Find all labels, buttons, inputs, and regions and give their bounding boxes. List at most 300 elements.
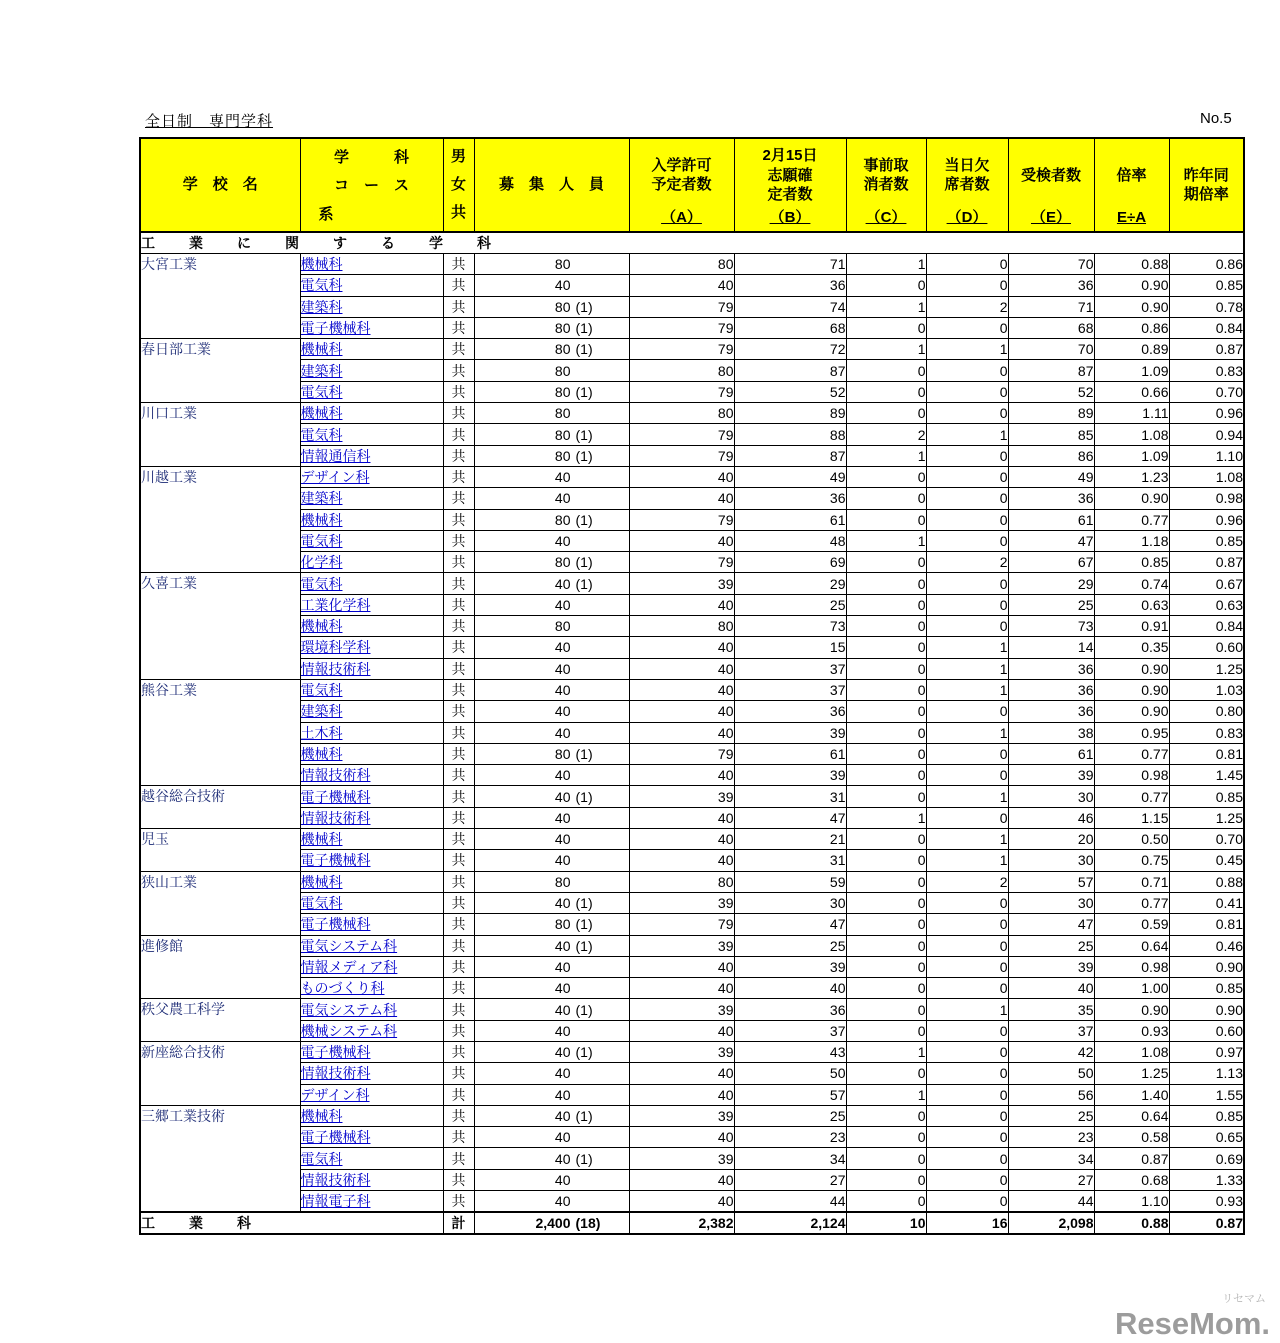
ratio-cell: 0.75 (1094, 850, 1169, 871)
header-line: （C） (865, 208, 907, 226)
ratio-cell: 0.77 (1094, 786, 1169, 807)
department-cell (300, 573, 443, 594)
cancel-count-cell: 0 (846, 403, 926, 424)
gender-cell: 共 (443, 488, 474, 509)
cancel-count-cell: 0 (846, 892, 926, 913)
capacity-value: 40 (554, 1022, 571, 1039)
gender-cell: 共 (443, 360, 474, 381)
cancel-count-cell: 0 (846, 679, 926, 700)
department-link[interactable]: 電気科 (300, 277, 343, 294)
gender-cell: 共 (443, 743, 474, 764)
gender-cell: 共 (443, 616, 474, 637)
capacity-value: 40 (554, 1193, 571, 1210)
admit-count-cell: 40 (629, 594, 734, 615)
cancel-count-cell: 0 (846, 1169, 926, 1190)
capacity-note: (1) (575, 1001, 593, 1018)
capacity-value: 40 (554, 1171, 571, 1188)
table-row (140, 1063, 1244, 1084)
last-year-ratio-cell: 0.80 (1169, 701, 1244, 722)
last-year-ratio-cell: 0.90 (1169, 999, 1244, 1020)
absent-count-cell: 0 (926, 254, 1008, 275)
header-line: （A） (661, 208, 702, 226)
gender-cell: 共 (443, 339, 474, 360)
department-link[interactable]: 電子機械科 (300, 788, 371, 805)
department-link[interactable]: 情報電子科 (300, 1193, 371, 1210)
cancel-count-cell: 0 (846, 466, 926, 487)
capacity-note: (1) (575, 320, 593, 337)
ratio-cell: 1.08 (1094, 1041, 1169, 1062)
table-row (140, 701, 1244, 722)
cancel-count-cell: 0 (846, 594, 926, 615)
department-link[interactable]: 情報技術科 (300, 1065, 371, 1082)
header-line: 予定者数 (651, 176, 712, 194)
confirmed-applicants-cell: 59 (734, 871, 846, 892)
last-year-ratio-cell: 0.97 (1169, 1041, 1244, 1062)
header-line: 期倍率 (1183, 186, 1229, 203)
department-cell (300, 594, 443, 615)
capacity-value: 80 (554, 745, 571, 762)
confirmed-applicants-cell: 87 (734, 360, 846, 381)
admit-count-cell: 80 (629, 616, 734, 637)
school-name: 久喜工業 (140, 573, 300, 679)
gender-cell: 共 (443, 765, 474, 786)
department-cell (300, 978, 443, 999)
confirmed-applicants-cell: 37 (734, 658, 846, 679)
examinee-count-cell: 36 (1008, 679, 1094, 700)
admit-count-cell: 40 (629, 530, 734, 551)
total-gender-label: 計 (443, 1212, 474, 1234)
col-cancel-header (846, 138, 926, 232)
absent-count-cell: 1 (926, 424, 1008, 445)
cancel-count-cell: 1 (846, 445, 926, 466)
table-row (140, 530, 1244, 551)
department-link[interactable]: 電子機械科 (300, 1044, 371, 1061)
header-line: E÷A (1116, 208, 1147, 226)
school-name: 春日部工業 (140, 339, 300, 403)
examinee-count-cell: 34 (1008, 1148, 1094, 1169)
gender-cell: 共 (443, 1148, 474, 1169)
ratio-cell: 0.91 (1094, 616, 1169, 637)
capacity-cell (474, 317, 629, 338)
table-row (140, 466, 1244, 487)
examinee-count-cell: 57 (1008, 871, 1094, 892)
department-link[interactable]: 機械科 (300, 831, 343, 848)
department-link[interactable]: 情報通信科 (300, 447, 371, 464)
examinee-count-cell: 23 (1008, 1127, 1094, 1148)
absent-count-cell: 0 (926, 360, 1008, 381)
absent-count-cell: 0 (926, 701, 1008, 722)
capacity-value: 40 (554, 958, 571, 975)
confirmed-applicants-cell: 48 (734, 530, 846, 551)
capacity-cell (474, 1041, 629, 1062)
department-cell (300, 488, 443, 509)
capacity-value: 80 (554, 618, 571, 635)
absent-count-cell: 0 (926, 381, 1008, 402)
department-link[interactable]: 工業化学科 (300, 596, 371, 613)
ratio-cell: 0.90 (1094, 488, 1169, 509)
department-link[interactable]: 機械科 (300, 873, 343, 890)
ratio-cell: 0.35 (1094, 637, 1169, 658)
capacity-value: 40 (554, 469, 571, 486)
gender-cell: 共 (443, 999, 474, 1020)
capacity-value: 80 (554, 916, 571, 933)
ratio-cell: 0.95 (1094, 722, 1169, 743)
last-year-ratio-cell: 0.85 (1169, 275, 1244, 296)
department-link[interactable]: 電気科 (300, 533, 343, 549)
cancel-count-cell: 0 (846, 1020, 926, 1041)
department-link[interactable]: 情報技術科 (300, 809, 371, 826)
confirmed-applicants-cell: 25 (734, 935, 846, 956)
examinee-count-cell: 30 (1008, 850, 1094, 871)
capacity-cell (474, 339, 629, 360)
table-row (140, 594, 1244, 615)
capacity-note: (1) (575, 937, 593, 954)
department-link[interactable]: 建築科 (300, 362, 343, 379)
confirmed-applicants-cell: 36 (734, 488, 846, 509)
department-link[interactable]: 電気システム科 (300, 1001, 398, 1018)
capacity-value: 40 (554, 1065, 571, 1082)
capacity-value: 40 (554, 937, 571, 954)
capacity-cell (474, 786, 629, 807)
department-link[interactable]: デザイン科 (300, 469, 370, 486)
confirmed-applicants-cell: 43 (734, 1041, 846, 1062)
header-line: コ ー ス (333, 177, 409, 195)
ratio-cell: 0.77 (1094, 509, 1169, 530)
ratio-cell: 0.88 (1094, 254, 1169, 275)
department-link[interactable]: 建築科 (300, 490, 343, 507)
cancel-count-cell: 0 (846, 1191, 926, 1213)
examinee-count-cell: 35 (1008, 999, 1094, 1020)
admit-count-cell: 39 (629, 573, 734, 594)
absent-count-cell: 1 (926, 829, 1008, 850)
examinee-count-cell: 36 (1008, 701, 1094, 722)
table-row (140, 829, 1244, 850)
confirmed-applicants-cell: 37 (734, 679, 846, 700)
gender-cell: 共 (443, 807, 474, 828)
table-row (140, 637, 1244, 658)
absent-count-cell: 0 (926, 935, 1008, 956)
header-line: 昨年同 (1183, 166, 1229, 184)
department-link[interactable]: 化学科 (300, 554, 343, 571)
cancel-count-cell: 0 (846, 1127, 926, 1148)
gender-cell: 共 (443, 935, 474, 956)
department-link[interactable]: 機械科 (300, 618, 343, 635)
section-row (140, 232, 1244, 254)
confirmed-applicants-cell: 15 (734, 637, 846, 658)
last-year-ratio-cell: 0.70 (1169, 829, 1244, 850)
capacity-cell (474, 360, 629, 381)
table-row (140, 743, 1244, 764)
capacity-cell (474, 1148, 629, 1169)
table-row (140, 1105, 1244, 1126)
department-link[interactable]: 情報技術科 (300, 767, 371, 784)
department-cell (300, 509, 443, 530)
examinee-count-cell: 56 (1008, 1084, 1094, 1105)
table-row (140, 1191, 1244, 1213)
capacity-cell (474, 1191, 629, 1213)
table-row (140, 445, 1244, 466)
department-cell (300, 360, 443, 381)
ratio-cell: 0.74 (1094, 573, 1169, 594)
department-cell (300, 829, 443, 850)
department-cell (300, 722, 443, 743)
capacity-note: (1) (575, 426, 593, 443)
examinee-count-cell: 47 (1008, 530, 1094, 551)
cancel-count-cell: 0 (846, 1105, 926, 1126)
gender-cell: 共 (443, 658, 474, 679)
header-line: 学 科 (333, 149, 409, 166)
last-year-ratio-cell: 0.83 (1169, 360, 1244, 381)
cancel-count-cell: 1 (846, 254, 926, 275)
department-link[interactable]: 土木科 (300, 724, 343, 741)
examinee-count-cell: 20 (1008, 829, 1094, 850)
admit-count-cell: 80 (629, 403, 734, 424)
department-link[interactable]: 電気科 (300, 426, 343, 443)
department-link[interactable]: 環境科学科 (300, 639, 371, 656)
capacity-cell (474, 1020, 629, 1041)
ratio-cell: 1.00 (1094, 978, 1169, 999)
department-link[interactable]: 機械科 (300, 405, 343, 422)
department-link[interactable]: 電気システム科 (300, 937, 398, 954)
capacity-cell (474, 956, 629, 977)
department-link[interactable]: 電気科 (300, 682, 343, 699)
capacity-note: (1) (575, 341, 593, 358)
department-link[interactable]: ものづくり科 (300, 980, 385, 997)
admit-count-cell: 40 (629, 1127, 734, 1148)
table-row (140, 339, 1244, 360)
capacity-cell (474, 807, 629, 828)
capacity-value: 40 (554, 831, 571, 848)
cancel-count-cell: 0 (846, 722, 926, 743)
capacity-value: 40 (554, 980, 571, 997)
capacity-cell (474, 892, 629, 913)
table-row (140, 403, 1244, 424)
gender-cell: 共 (443, 850, 474, 871)
capacity-cell (474, 765, 629, 786)
capacity-note: (1) (575, 895, 593, 912)
gender-cell: 共 (443, 1127, 474, 1148)
confirmed-applicants-cell: 23 (734, 1127, 846, 1148)
table-row (140, 317, 1244, 338)
gender-cell: 共 (443, 1041, 474, 1062)
table-body (140, 232, 1244, 1212)
capacity-value: 80 (554, 405, 571, 422)
cancel-count-cell: 0 (846, 786, 926, 807)
absent-count-cell: 0 (926, 488, 1008, 509)
total-ratio-cell: 0.88 (1094, 1212, 1169, 1234)
capacity-cell (474, 658, 629, 679)
ratio-cell: 0.64 (1094, 935, 1169, 956)
ratio-cell: 0.77 (1094, 892, 1169, 913)
confirmed-applicants-cell: 29 (734, 573, 846, 594)
department-link[interactable]: 情報技術科 (300, 1171, 371, 1188)
confirmed-applicants-cell: 36 (734, 275, 846, 296)
department-link[interactable]: 電子機械科 (300, 320, 371, 337)
capacity-value: 40 (554, 724, 571, 741)
ratio-cell: 0.86 (1094, 317, 1169, 338)
department-link[interactable]: 機械科 (300, 511, 343, 528)
department-link[interactable]: 情報技術科 (300, 660, 371, 677)
absent-count-cell: 0 (926, 403, 1008, 424)
gender-cell: 共 (443, 679, 474, 700)
confirmed-applicants-cell: 69 (734, 552, 846, 573)
department-cell (300, 1169, 443, 1190)
gender-cell: 共 (443, 381, 474, 402)
col-absent-header (926, 138, 1008, 232)
school-name: 大宮工業 (140, 254, 300, 339)
confirmed-applicants-cell: 61 (734, 743, 846, 764)
department-link[interactable]: 機械科 (300, 1108, 343, 1125)
department-link[interactable]: 建築科 (300, 298, 343, 315)
department-link[interactable]: 機械科 (300, 745, 343, 762)
confirmed-applicants-cell: 21 (734, 829, 846, 850)
capacity-value: 40 (554, 1150, 571, 1167)
department-link[interactable]: 機械科 (300, 341, 343, 358)
table-row (140, 424, 1244, 445)
department-link[interactable]: 機械システム科 (300, 1022, 398, 1039)
table-row (140, 509, 1244, 530)
department-cell (300, 871, 443, 892)
examinee-count-cell: 27 (1008, 1169, 1094, 1190)
last-year-ratio-cell: 1.10 (1169, 445, 1244, 466)
last-year-ratio-cell: 0.88 (1169, 871, 1244, 892)
last-year-ratio-cell: 0.90 (1169, 956, 1244, 977)
confirmed-applicants-cell: 61 (734, 509, 846, 530)
department-cell (300, 530, 443, 551)
examinee-count-cell: 39 (1008, 765, 1094, 786)
table-row (140, 275, 1244, 296)
last-year-ratio-cell: 1.25 (1169, 807, 1244, 828)
gender-cell: 共 (443, 445, 474, 466)
absent-count-cell: 1 (926, 339, 1008, 360)
admit-count-cell: 40 (629, 978, 734, 999)
admit-count-cell: 40 (629, 722, 734, 743)
department-link[interactable]: 情報メディア科 (300, 958, 398, 975)
department-cell (300, 701, 443, 722)
department-cell (300, 786, 443, 807)
header-line: 共 (450, 204, 466, 222)
department-link[interactable]: 電気科 (300, 895, 343, 912)
capacity-value: 80 (554, 873, 571, 890)
ratio-cell: 1.10 (1094, 1191, 1169, 1213)
admit-count-cell: 40 (629, 488, 734, 509)
department-link[interactable]: 機械科 (300, 256, 343, 273)
department-link[interactable]: 建築科 (300, 703, 343, 720)
absent-count-cell: 0 (926, 1063, 1008, 1084)
department-link[interactable]: 電気科 (300, 1150, 343, 1167)
department-link[interactable]: 電子機械科 (300, 916, 371, 933)
confirmed-applicants-cell: 36 (734, 999, 846, 1020)
examinee-count-cell: 73 (1008, 616, 1094, 637)
header-line: 志願確 (767, 166, 813, 184)
header-line: 消者数 (863, 176, 909, 194)
absent-count-cell: 2 (926, 552, 1008, 573)
confirmed-applicants-cell: 36 (734, 701, 846, 722)
last-year-ratio-cell: 1.33 (1169, 1169, 1244, 1190)
header-line: 系 (318, 205, 334, 223)
department-link[interactable]: 電気科 (300, 383, 343, 400)
table-row (140, 956, 1244, 977)
last-year-ratio-cell: 0.94 (1169, 424, 1244, 445)
admit-count-cell: 40 (629, 1063, 734, 1084)
confirmed-applicants-cell: 87 (734, 445, 846, 466)
last-year-ratio-cell: 0.69 (1169, 1148, 1244, 1169)
gender-cell: 共 (443, 956, 474, 977)
table-row (140, 381, 1244, 402)
absent-count-cell: 1 (926, 679, 1008, 700)
confirmed-applicants-cell: 44 (734, 1191, 846, 1213)
absent-count-cell: 0 (926, 317, 1008, 338)
examinee-count-cell: 87 (1008, 360, 1094, 381)
confirmed-applicants-cell: 31 (734, 850, 846, 871)
examinee-count-cell: 37 (1008, 1020, 1094, 1041)
header-line: 倍率 (1116, 166, 1147, 184)
total-examinees-cell: 2,098 (1008, 1212, 1094, 1234)
school-name: 熊谷工業 (140, 679, 300, 785)
last-year-ratio-cell: 0.41 (1169, 892, 1244, 913)
capacity-value: 40 (554, 788, 571, 805)
school-name: 児玉 (140, 829, 300, 872)
cancel-count-cell: 0 (846, 829, 926, 850)
admit-count-cell: 39 (629, 786, 734, 807)
cancel-count-cell: 2 (846, 424, 926, 445)
admit-count-cell: 40 (629, 850, 734, 871)
last-year-ratio-cell: 0.78 (1169, 296, 1244, 317)
last-year-ratio-cell: 0.98 (1169, 488, 1244, 509)
confirmed-applicants-cell: 39 (734, 722, 846, 743)
examinee-count-cell: 44 (1008, 1191, 1094, 1213)
department-link[interactable]: 電子機械科 (300, 1129, 371, 1146)
admit-count-cell: 40 (629, 765, 734, 786)
gender-cell: 共 (443, 594, 474, 615)
capacity-cell (474, 999, 629, 1020)
ratio-cell: 1.40 (1094, 1084, 1169, 1105)
department-link[interactable]: デザイン科 (300, 1086, 370, 1103)
examinee-count-cell: 25 (1008, 1105, 1094, 1126)
col-gender-header (443, 138, 474, 232)
department-cell (300, 956, 443, 977)
capacity-cell (474, 1063, 629, 1084)
table-row (140, 552, 1244, 573)
header-line: （E） (1030, 208, 1071, 226)
admit-count-cell: 79 (629, 552, 734, 573)
department-link[interactable]: 電気科 (300, 575, 343, 592)
ratio-cell: 0.89 (1094, 339, 1169, 360)
capacity-value: 40 (554, 703, 571, 720)
department-cell (300, 1127, 443, 1148)
cancel-count-cell: 0 (846, 935, 926, 956)
admit-count-cell: 40 (629, 637, 734, 658)
capacity-cell (474, 552, 629, 573)
last-year-ratio-cell: 0.63 (1169, 594, 1244, 615)
ratio-cell: 0.68 (1094, 1169, 1169, 1190)
last-year-ratio-cell: 0.85 (1169, 978, 1244, 999)
last-year-ratio-cell: 0.70 (1169, 381, 1244, 402)
total-capacity-note: (18) (575, 1215, 601, 1232)
capacity-value: 40 (554, 852, 571, 869)
ratio-cell: 0.90 (1094, 701, 1169, 722)
department-cell (300, 552, 443, 573)
capacity-value: 40 (554, 767, 571, 784)
department-cell (300, 445, 443, 466)
gender-cell: 共 (443, 466, 474, 487)
page-number: No.5 (1200, 110, 1232, 127)
absent-count-cell: 0 (926, 1169, 1008, 1190)
department-link[interactable]: 電子機械科 (300, 852, 371, 869)
admit-count-cell: 80 (629, 360, 734, 381)
examinee-count-cell: 67 (1008, 552, 1094, 573)
capacity-value: 40 (554, 639, 571, 656)
